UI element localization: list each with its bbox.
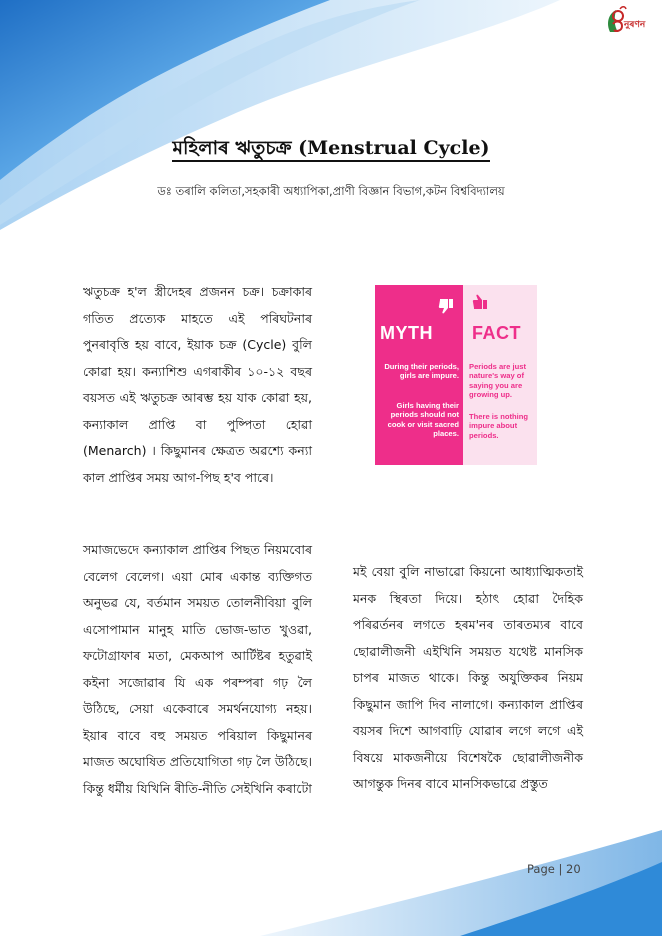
thumbs-down-icon [437,297,455,315]
fact-label: FACT [472,323,521,343]
page-number: Page | 20 [527,862,581,876]
article-title [0,134,662,166]
myth-label: MYTH [380,323,433,343]
logo-text: নুৰণন [624,20,646,30]
fact-text-1: Periods are just nature's way of saying you are growing up. [469,362,526,399]
myth-text-1: During their periods, girls are impure. [384,362,459,381]
author-line: ডঃ তৰালি কলিতা,সহকাৰী অধ্যাপিকা,প্ৰাণী বিজ্ঞান বিভাগ,কটন বিশ্ববিদ্যালয় [157,184,505,198]
thumbs-up-icon [471,293,489,311]
paragraph-1: ঋতুচক্ৰ হ'ল স্ত্ৰীদেহৰ প্ৰজনন চক্ৰ। চক্ৰাকাৰ গতিত প্ৰত্যেক মাহতে এই পৰিঘটনাৰ পুনৰাবৃত্তি হয় বাবে, ইয়াক চক্ৰ (Cycle) বুলি কোৱা হয়। কন্যাশিশু এগৰাকীৰ ১০-১২ বছৰ বয়সত এই ঋতুচক্ৰ আৰম্ভ হয় যাক কোৱা হয়, কন্যাকাল প্ৰাপ্তি বা পুষ্পিতা হোৱা (Menarch) । কিছুমানৰ ক্ষেত্ৰত অৱশ্যে কন্যা কাল প্ৰাপ্তিৰ সময় আগ-পিছ হ'ব পাৰে। [83,284,312,485]
paragraph-2: সমাজভেদে কন্যাকাল প্ৰাপ্তিৰ পিছত নিয়মবোৰ বেলেগ বেলেগ। এয়া মোৰ একান্ত ব্যক্তিগত অনুভৱ যে, বৰ্তমান সময়ত তোলনীবিয়া বুলি এসোপামান মানুহ মাতি ভোজ-ভাত খুওৱা, ফটোগ্ৰাফাৰ মতা, মেকআপ আৰ্টিষ্টৰ হতুৱাই কইনা সজোৱাৰ যি এক পৰম্পৰা গঢ় লৈ উঠিছে, সেয়া একেবাৰে সমৰ্থনযোগ্য নহয়। ইয়াৰ বাবে বহু সময়ত পৰিয়াল কিছুমানৰ মাজত অঘোষিত প্ৰতিযোগিতা গঢ় লৈ উঠিছে। কিন্তু ধৰ্মীয় যিখিনি ৰীতি-নীতি সেইখিনি কৰাটো [83,542,312,796]
myth-text-2: Girls having their periods should not cook or visit sacred places. [387,401,459,438]
article-title-text: মহিলাৰ ঋতুচক্ৰ (Menstrual Cycle) [172,137,489,162]
myth-fact-infographic [375,285,537,465]
paragraph-3: মই বেয়া বুলি নাভাৱো কিয়নো আধ্যাত্মিকতাই মনক স্থিৰতা দিয়ে। হঠাৎ হোৱা দৈহিক পৰিৱৰ্তনৰ লগতে হৰম'নৰ তাৰতম্যৰ বাবে ছোৱালীজনী এইখিনি সময়ত যথেষ্ট মানসিক চাপৰ মাজত থাকে। কিন্তু অযুক্তিকৰ নিয়ম কিছুমান জাপি দিব নালাগে। কন্যাকাল প্ৰাপ্তিৰ বয়সৰ দিশে আগবাঢ়ি যোৱাৰ লগে লগে এই বিষয়ে মাকজনীয়ে বিশেষকৈ ছোৱালীজনীক আগন্তুক দিনৰ বাবে মানসিকভাৱে প্ৰস্তুত [353,564,583,791]
fact-text-2: There is nothing impure about periods. [469,412,529,440]
